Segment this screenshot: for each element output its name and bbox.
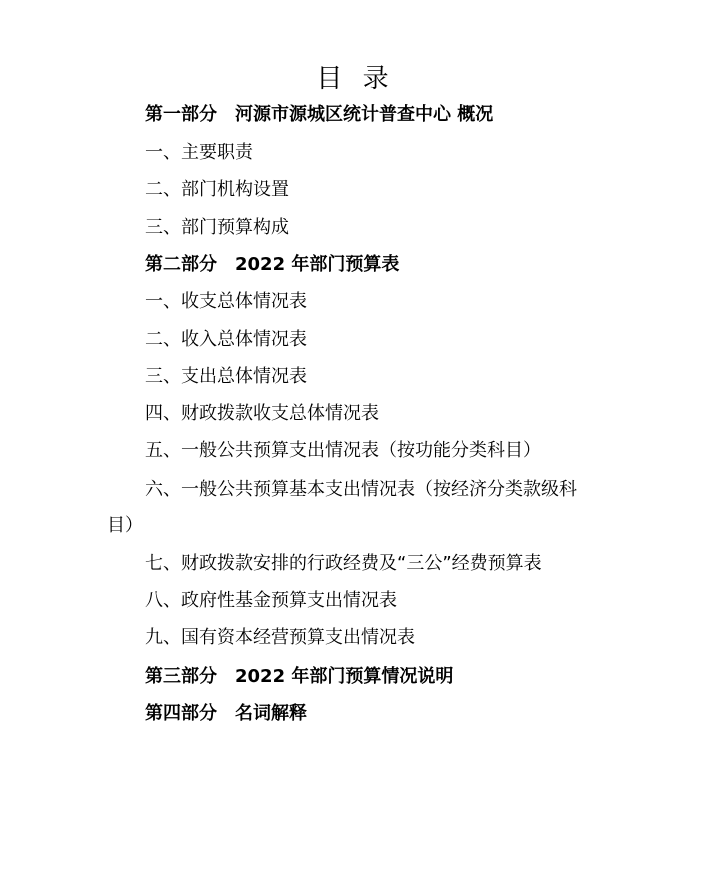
toc-item[interactable]: 一、收支总体情况表 [145, 291, 307, 312]
toc-item[interactable]: 六、一般公共预算基本支出情况表（按经济分类款级科 [145, 479, 577, 500]
toc-part-3[interactable]: 第三部分 2022 年部门预算情况说明 [145, 666, 454, 687]
toc-item[interactable]: 二、部门机构设置 [145, 179, 289, 200]
toc-item[interactable]: 八、政府性基金预算支出情况表 [145, 590, 397, 611]
toc-item[interactable]: 二、收入总体情况表 [145, 329, 307, 350]
toc-part-1[interactable]: 第一部分 河源市源城区统计普查中心 概况 [145, 104, 494, 125]
toc-part-4[interactable]: 第四部分 名词解释 [145, 703, 307, 724]
toc-item[interactable]: 七、财政拨款安排的行政经费及“三公”经费预算表 [145, 553, 542, 574]
toc-item-continued[interactable]: 目） [107, 515, 143, 536]
toc-item[interactable]: 三、部门预算构成 [145, 217, 289, 238]
toc-item[interactable]: 三、支出总体情况表 [145, 366, 307, 387]
toc-item[interactable]: 五、一般公共预算支出情况表（按功能分类科目） [145, 440, 541, 461]
toc-item[interactable]: 九、国有资本经营预算支出情况表 [145, 627, 415, 648]
toc-part-2[interactable]: 第二部分 2022 年部门预算表 [145, 254, 400, 275]
toc-item[interactable]: 四、财政拨款收支总体情况表 [145, 403, 379, 424]
toc-item[interactable]: 一、主要职责 [145, 142, 253, 163]
page-title: 目 录 [316, 64, 395, 94]
